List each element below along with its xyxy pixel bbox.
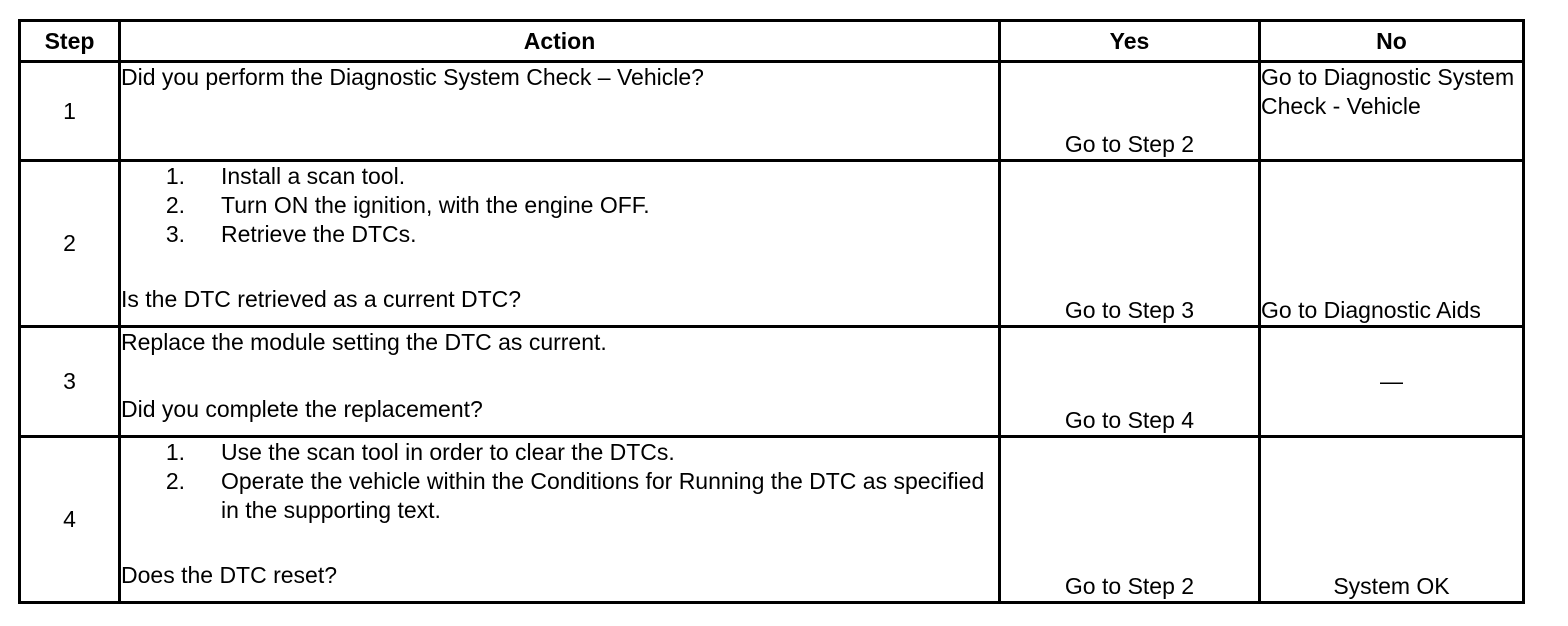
table-row xyxy=(20,327,1524,437)
list-item: 2. Operate the vehicle within the Conditions for Running the DTC as specified in the supporting text. xyxy=(165,468,985,523)
step-number: 4 xyxy=(20,437,120,603)
action-question: Did you complete the replacement? xyxy=(121,396,483,422)
no-cell: — xyxy=(1260,327,1524,437)
header-step: Step xyxy=(20,21,120,62)
action-steps-list xyxy=(121,162,998,249)
table-row xyxy=(20,62,1524,161)
no-cell: Go to Diagnostic Aids xyxy=(1260,161,1524,327)
action-steps-list xyxy=(121,438,998,525)
header-yes: Yes xyxy=(1000,21,1260,62)
header-row xyxy=(20,21,1524,62)
action-instruction: Replace the module setting the DTC as current. xyxy=(121,329,607,355)
diagnostic-table xyxy=(18,19,1525,604)
action-cell xyxy=(120,62,1000,161)
action-question: Does the DTC reset? xyxy=(121,562,338,588)
list-item: 1. Install a scan tool. xyxy=(165,163,406,189)
no-cell: Go to Diagnostic System Check - Vehicle xyxy=(1260,62,1524,161)
list-item: 2. Turn ON the ignition, with the engine OFF. xyxy=(165,192,650,218)
header-no: No xyxy=(1260,21,1524,62)
action-cell xyxy=(120,161,1000,327)
action-cell xyxy=(120,327,1000,437)
action-question: Is the DTC retrieved as a current DTC? xyxy=(121,286,522,312)
yes-cell: Go to Step 2 xyxy=(1000,437,1260,603)
action-question: Did you perform the Diagnostic System Check – Vehicle? xyxy=(121,64,704,90)
step-number: 2 xyxy=(20,161,120,327)
step-number: 3 xyxy=(20,327,120,437)
yes-cell: Go to Step 3 xyxy=(1000,161,1260,327)
list-item: 3. Retrieve the DTCs. xyxy=(165,221,417,247)
action-cell xyxy=(120,437,1000,603)
table-row xyxy=(20,437,1524,603)
yes-cell: Go to Step 2 xyxy=(1000,62,1260,161)
step-number: 1 xyxy=(20,62,120,161)
table-row xyxy=(20,161,1524,327)
header-action: Action xyxy=(120,21,1000,62)
no-cell: System OK xyxy=(1260,437,1524,603)
list-item: 1. Use the scan tool in order to clear the DTCs. xyxy=(165,439,675,465)
yes-cell: Go to Step 4 xyxy=(1000,327,1260,437)
